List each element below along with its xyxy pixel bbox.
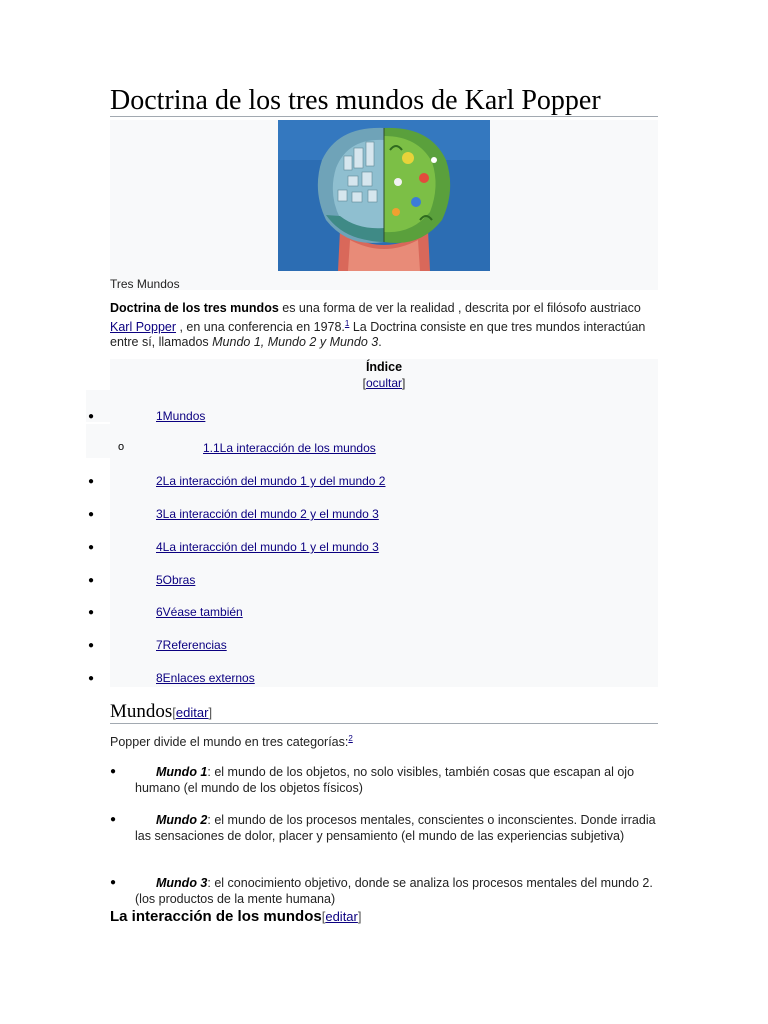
toc-item-6[interactable]: 6Véase también <box>156 605 243 619</box>
mundo-3-term: Mundo 3 <box>156 876 208 890</box>
bullet: ● <box>88 640 95 651</box>
bullet: ● <box>88 575 95 586</box>
edit-section: [editar] <box>321 909 362 924</box>
bullet: ● <box>110 814 117 825</box>
bullet: ● <box>88 411 95 422</box>
intro-bold-term: Doctrina de los tres mundos <box>110 301 279 315</box>
intro-text-3: La Doctrina consiste en que tres mundos interactúan entre sí, llamados <box>110 320 646 350</box>
karl-popper-link[interactable]: Karl Popper <box>110 320 177 335</box>
section-heading-interaccion <box>110 908 362 925</box>
edit-link[interactable]: editar <box>175 705 209 720</box>
mundo-1-item <box>135 764 660 796</box>
brain-illustration[interactable] <box>278 120 490 271</box>
toc-toggle: [ocultar] <box>362 376 406 390</box>
toc-item-1[interactable]: 1Mundos <box>156 409 206 423</box>
bullet: ● <box>110 877 117 888</box>
page-title: Doctrina de los tres mundos de Karl Popper <box>110 84 658 117</box>
brain-illustration-graphic <box>278 120 490 271</box>
mundos-lead: Popper divide el mundo en tres categorías:$^2$ <box>110 734 353 750</box>
toc-item-7[interactable]: 7Referencias <box>156 638 227 652</box>
figure-caption: Tres Mundos <box>110 277 180 291</box>
mundo-2-text: : el mundo de los procesos mentales, conscientes o inconscientes. Donde irradia las sensaciones de dolor, placer y pensamiento (el mundo de las experiencias subjetiva) <box>135 813 656 843</box>
toc-item-4[interactable]: 4La interacción del mundo 1 y el mundo 3 <box>156 540 379 554</box>
edit-section: [editar] <box>172 705 213 720</box>
toc-item-3[interactable]: 3La interacción del mundo 2 y el mundo 3 <box>156 507 379 521</box>
section-heading-mundos <box>110 701 658 724</box>
bullet: ● <box>88 509 95 520</box>
bullet: ● <box>88 476 95 487</box>
intro-text-2: , en una conferencia en 1978. <box>176 320 345 335</box>
intro-text-4: . <box>378 335 382 350</box>
toc-title: Índice <box>365 360 403 374</box>
mundo-1-text: : el mundo de los objetos, no solo visibles, también cosas que escapan al ojo humano (el mundo de los objetos físicos) <box>135 765 635 795</box>
toc-item-8[interactable]: 8Enlaces externos <box>156 671 255 685</box>
toc-panel-edge <box>86 424 110 458</box>
intro-italic: Mundo 1, Mundo 2 y Mundo 3 <box>212 335 379 350</box>
toc-item-1-1[interactable]: 1.1La interacción de los mundos <box>203 441 376 455</box>
edit-link[interactable]: editar <box>325 909 358 924</box>
ref-2-link[interactable]: 2 <box>348 734 353 743</box>
mundo-1-term: Mundo 1 <box>156 765 208 779</box>
bullet-circle: o <box>118 441 125 453</box>
bullet: ● <box>88 673 95 684</box>
intro-paragraph <box>110 301 658 350</box>
mundo-3-text: : el conocimiento objetivo, donde se analiza los procesos mentales del mundo 2.(los productos de la mente humana) <box>135 876 653 906</box>
intro-text-1: es una forma de ver la realidad , descrita por el filósofo austriaco <box>278 301 641 315</box>
ref-1-link[interactable]: 1 <box>344 319 350 328</box>
bullet: ● <box>88 542 95 553</box>
toc-item-5[interactable]: 5Obras <box>156 573 196 587</box>
mundo-2-term: Mundo 2 <box>156 813 208 827</box>
section-heading-text: Mundos <box>110 701 173 722</box>
section-heading-text: La interacción de los mundos <box>110 908 322 925</box>
toc-hide-link[interactable]: ocultar <box>365 376 403 390</box>
bullet: ● <box>110 766 117 777</box>
mundo-3-item <box>135 875 660 907</box>
bullet: ● <box>88 607 95 618</box>
toc-item-2[interactable]: 2La interacción del mundo 1 y del mundo 2 <box>156 474 386 488</box>
mundo-2-item <box>135 812 660 844</box>
